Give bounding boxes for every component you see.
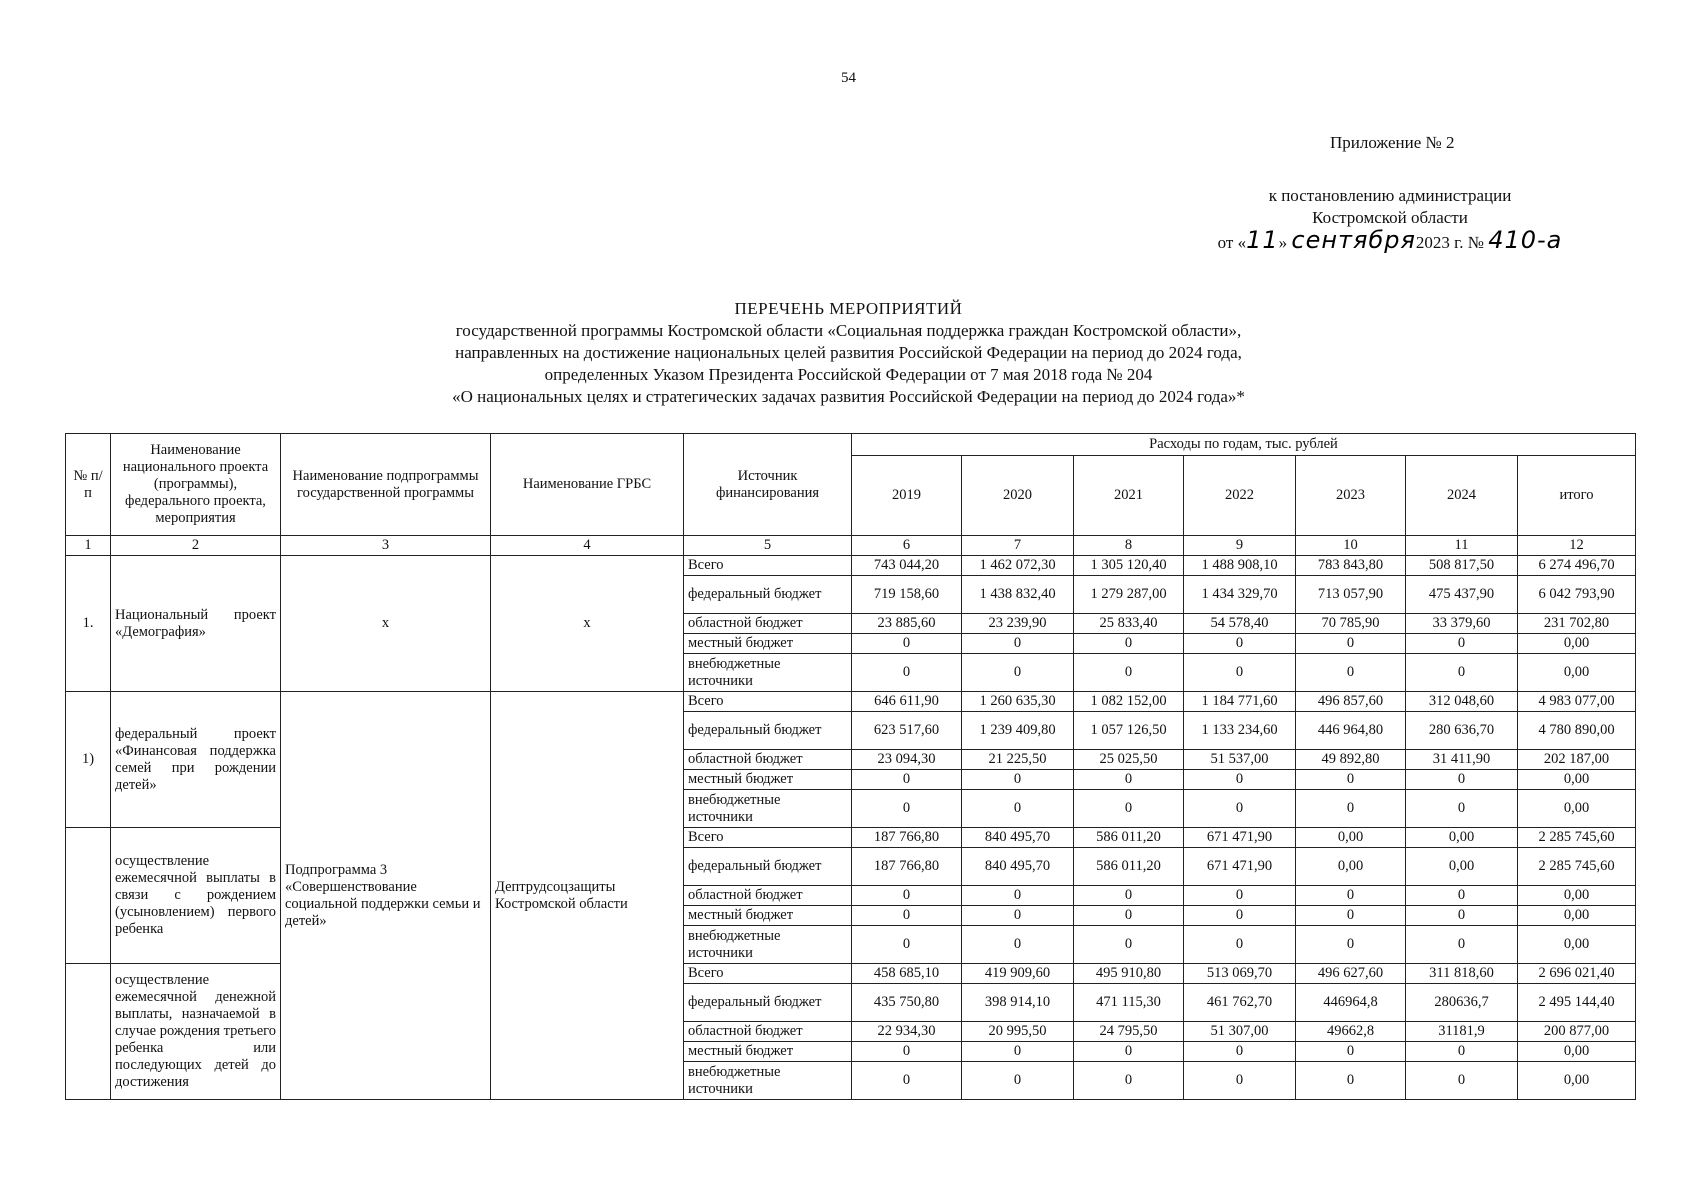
- funding-source: областной бюджет: [684, 750, 852, 770]
- expense-value: 496 627,60: [1296, 964, 1406, 984]
- total-value: 0,00: [1518, 790, 1636, 828]
- expense-value: 458 685,10: [852, 964, 962, 984]
- header-year: 2019: [852, 456, 962, 536]
- expense-value: 51 537,00: [1184, 750, 1296, 770]
- column-number: 8: [1074, 536, 1184, 556]
- date-prefix: от «: [1217, 233, 1247, 252]
- expense-value: 671 471,90: [1184, 848, 1296, 886]
- resolution-line-1: к постановлению администрации: [1268, 186, 1512, 205]
- title-heading: ПЕРЕЧЕНЬ МЕРОПРИЯТИЙ: [734, 299, 963, 318]
- expense-value: 783 843,80: [1296, 556, 1406, 576]
- expense-value: 0: [962, 1062, 1074, 1100]
- expense-value: 0: [1184, 926, 1296, 964]
- expense-value: 671 471,90: [1184, 828, 1296, 848]
- expense-value: 0: [1184, 906, 1296, 926]
- grbs-name: х: [491, 556, 684, 692]
- date-year: 2023 г. №: [1415, 233, 1489, 252]
- expense-value: 0: [1296, 634, 1406, 654]
- expense-value: 0: [852, 634, 962, 654]
- expense-value: 0: [1406, 634, 1518, 654]
- project-name: федеральный проект «Финансовая поддержка семей при рождении детей»: [111, 692, 281, 828]
- expense-value: 49 892,80: [1296, 750, 1406, 770]
- column-number: 9: [1184, 536, 1296, 556]
- expense-value: 0: [1074, 634, 1184, 654]
- total-value: 0,00: [1518, 906, 1636, 926]
- expense-value: 646 611,90: [852, 692, 962, 712]
- expense-value: 312 048,60: [1406, 692, 1518, 712]
- row-number: [66, 828, 111, 964]
- expense-value: 586 011,20: [1074, 828, 1184, 848]
- funding-source: внебюджетные источники: [684, 1062, 852, 1100]
- expense-value: 0: [1184, 634, 1296, 654]
- funding-source: местный бюджет: [684, 634, 852, 654]
- expense-value: 0: [1296, 654, 1406, 692]
- funding-source: федеральный бюджет: [684, 712, 852, 750]
- appendix-label: Приложение № 2: [1330, 133, 1455, 152]
- expense-value: 475 437,90: [1406, 576, 1518, 614]
- measures-table: [65, 433, 1636, 1100]
- handwritten-day: 11: [1246, 226, 1279, 254]
- expense-value: 0: [962, 790, 1074, 828]
- resolution-reference: [1190, 185, 1590, 254]
- expense-value: 0,00: [1296, 848, 1406, 886]
- expense-value: 0: [962, 1042, 1074, 1062]
- expense-value: 24 795,50: [1074, 1022, 1184, 1042]
- expense-value: 713 057,90: [1296, 576, 1406, 614]
- table-row: [66, 692, 1636, 712]
- expense-value: 840 495,70: [962, 848, 1074, 886]
- expense-value: 1 260 635,30: [962, 692, 1074, 712]
- expense-value: 49662,8: [1296, 1022, 1406, 1042]
- funding-source: внебюджетные источники: [684, 790, 852, 828]
- column-number: 3: [281, 536, 491, 556]
- title-line-3: определенных Указом Президента Российской Федерации от 7 мая 2018 года № 204: [544, 365, 1153, 384]
- header-subprogram: Наименование подпрограммы государственной программы: [281, 434, 491, 536]
- expense-value: 435 750,80: [852, 984, 962, 1022]
- expense-value: 0: [852, 790, 962, 828]
- expense-value: 0: [1406, 926, 1518, 964]
- expense-value: 0: [1184, 654, 1296, 692]
- total-value: 0,00: [1518, 634, 1636, 654]
- funding-source: областной бюджет: [684, 1022, 852, 1042]
- row-number: 1): [66, 692, 111, 828]
- expense-value: 0: [962, 634, 1074, 654]
- expense-value: 446964,8: [1296, 984, 1406, 1022]
- column-number: 1: [66, 536, 111, 556]
- expense-value: 0,00: [1406, 848, 1518, 886]
- funding-source: внебюджетные источники: [684, 654, 852, 692]
- expense-value: 0: [1296, 926, 1406, 964]
- expense-value: 1 434 329,70: [1184, 576, 1296, 614]
- total-value: 2 696 021,40: [1518, 964, 1636, 984]
- expense-value: 23 094,30: [852, 750, 962, 770]
- funding-source: Всего: [684, 692, 852, 712]
- expense-value: 1 462 072,30: [962, 556, 1074, 576]
- grbs-name: Дептрудсоцзащиты Костромской области: [491, 692, 684, 1100]
- header-total: итого: [1518, 456, 1636, 536]
- funding-source: Всего: [684, 964, 852, 984]
- total-value: 0,00: [1518, 654, 1636, 692]
- total-value: 2 285 745,60: [1518, 848, 1636, 886]
- page-number: 54: [841, 70, 856, 86]
- expense-value: 1 279 287,00: [1074, 576, 1184, 614]
- expense-value: 187 766,80: [852, 848, 962, 886]
- expense-value: 25 833,40: [1074, 614, 1184, 634]
- expense-value: 0: [962, 886, 1074, 906]
- header-project: Наименование национального проекта (программы), федерального проекта, мероприятия: [111, 434, 281, 536]
- expense-value: 1 057 126,50: [1074, 712, 1184, 750]
- header-year: 2020: [962, 456, 1074, 536]
- expense-value: 0: [1406, 906, 1518, 926]
- expense-value: 0: [852, 770, 962, 790]
- total-value: 6 042 793,90: [1518, 576, 1636, 614]
- project-name: осуществление ежемесячной денежной выплаты, назначаемой в случае рождения третьего ребенка или последующих детей до достижения: [111, 964, 281, 1100]
- funding-source: внебюджетные источники: [684, 926, 852, 964]
- expense-value: 51 307,00: [1184, 1022, 1296, 1042]
- expense-value: 496 857,60: [1296, 692, 1406, 712]
- total-value: 200 877,00: [1518, 1022, 1636, 1042]
- expense-value: 0: [1184, 790, 1296, 828]
- total-value: 2 495 144,40: [1518, 984, 1636, 1022]
- funding-source: Всего: [684, 828, 852, 848]
- expense-value: 419 909,60: [962, 964, 1074, 984]
- title-line-2: направленных на достижение национальных целей развития Российской Федерации на период до 2024 года,: [455, 343, 1242, 362]
- header-num: № п/п: [66, 434, 111, 536]
- expense-value: 33 379,60: [1406, 614, 1518, 634]
- funding-source: местный бюджет: [684, 1042, 852, 1062]
- resolution-line-2: Костромской области: [1312, 208, 1468, 227]
- expense-value: 0: [962, 654, 1074, 692]
- expense-value: 23 885,60: [852, 614, 962, 634]
- title-line-1: государственной программы Костромской области «Социальная поддержка граждан Костромской области»,: [455, 321, 1242, 340]
- expense-value: 31 411,90: [1406, 750, 1518, 770]
- expense-value: 22 934,30: [852, 1022, 962, 1042]
- expense-value: 0,00: [1406, 828, 1518, 848]
- expense-value: 0: [1184, 1042, 1296, 1062]
- subprogram-name: Подпрограмма 3 «Совершенствование социальной поддержки семьи и детей»: [281, 692, 491, 1100]
- expense-value: 0: [1406, 1062, 1518, 1100]
- expense-value: 471 115,30: [1074, 984, 1184, 1022]
- column-number: 12: [1518, 536, 1636, 556]
- expense-value: 0: [1074, 906, 1184, 926]
- expense-value: 0: [962, 770, 1074, 790]
- expense-value: 0: [1184, 1062, 1296, 1100]
- total-value: 0,00: [1518, 1062, 1636, 1100]
- expense-value: 0: [1296, 770, 1406, 790]
- project-name: осуществление ежемесячной выплаты в связи с рождением (усыновлением) первого ребенка: [111, 828, 281, 964]
- column-number: 2: [111, 536, 281, 556]
- expense-value: 0: [1074, 886, 1184, 906]
- expense-value: 0: [1074, 926, 1184, 964]
- total-value: 2 285 745,60: [1518, 828, 1636, 848]
- header-year: 2024: [1406, 456, 1518, 536]
- expense-value: 513 069,70: [1184, 964, 1296, 984]
- expense-value: 623 517,60: [852, 712, 962, 750]
- expense-value: 0: [1074, 790, 1184, 828]
- expense-value: 280 636,70: [1406, 712, 1518, 750]
- expense-value: 280636,7: [1406, 984, 1518, 1022]
- header-year: 2022: [1184, 456, 1296, 536]
- header-grbs: Наименование ГРБС: [491, 434, 684, 536]
- funding-source: областной бюджет: [684, 886, 852, 906]
- row-number: 1.: [66, 556, 111, 692]
- expense-value: 0: [852, 886, 962, 906]
- date-mid: »: [1278, 233, 1292, 252]
- expense-value: 1 082 152,00: [1074, 692, 1184, 712]
- column-number: 11: [1406, 536, 1518, 556]
- expense-value: 0: [1296, 886, 1406, 906]
- resolution-date-line: [1190, 226, 1590, 254]
- expense-value: 0: [1296, 906, 1406, 926]
- total-value: 4 983 077,00: [1518, 692, 1636, 712]
- handwritten-month: сентября: [1291, 226, 1416, 254]
- expense-value: 0: [852, 654, 962, 692]
- expense-value: 1 488 908,10: [1184, 556, 1296, 576]
- expense-value: 586 011,20: [1074, 848, 1184, 886]
- expense-value: 0: [1406, 770, 1518, 790]
- expense-value: 446 964,80: [1296, 712, 1406, 750]
- expense-value: 1 239 409,80: [962, 712, 1074, 750]
- expense-value: 0: [1406, 790, 1518, 828]
- expense-value: 0: [1296, 1042, 1406, 1062]
- expense-value: 0: [852, 926, 962, 964]
- funding-source: местный бюджет: [684, 906, 852, 926]
- handwritten-number: 410-а: [1488, 226, 1563, 254]
- document-title: [0, 298, 1697, 408]
- expense-value: 1 438 832,40: [962, 576, 1074, 614]
- expense-value: 461 762,70: [1184, 984, 1296, 1022]
- expense-value: 1 133 234,60: [1184, 712, 1296, 750]
- column-number: 7: [962, 536, 1074, 556]
- expense-value: 508 817,50: [1406, 556, 1518, 576]
- funding-source: областной бюджет: [684, 614, 852, 634]
- expense-value: 743 044,20: [852, 556, 962, 576]
- total-value: 0,00: [1518, 926, 1636, 964]
- expense-value: 398 914,10: [962, 984, 1074, 1022]
- row-number: [66, 964, 111, 1100]
- funding-source: Всего: [684, 556, 852, 576]
- total-value: 6 274 496,70: [1518, 556, 1636, 576]
- funding-source: федеральный бюджет: [684, 576, 852, 614]
- total-value: 231 702,80: [1518, 614, 1636, 634]
- expense-value: 0: [962, 926, 1074, 964]
- header-year: 2023: [1296, 456, 1406, 536]
- expense-value: 70 785,90: [1296, 614, 1406, 634]
- expense-value: 0: [1074, 654, 1184, 692]
- expense-value: 23 239,90: [962, 614, 1074, 634]
- expense-value: 0: [1074, 1042, 1184, 1062]
- expense-value: 840 495,70: [962, 828, 1074, 848]
- funding-source: федеральный бюджет: [684, 984, 852, 1022]
- expense-value: 187 766,80: [852, 828, 962, 848]
- expense-value: 0: [852, 906, 962, 926]
- expense-value: 31181,9: [1406, 1022, 1518, 1042]
- expense-value: 495 910,80: [1074, 964, 1184, 984]
- column-number: 5: [684, 536, 852, 556]
- expense-value: 25 025,50: [1074, 750, 1184, 770]
- expense-value: 0: [1184, 886, 1296, 906]
- project-name: Национальный проект «Демография»: [111, 556, 281, 692]
- title-line-4: «О национальных целях и стратегических задачах развития Российской Федерации на период до 2024 года»*: [452, 387, 1245, 406]
- expense-value: 0: [1074, 1062, 1184, 1100]
- funding-source: федеральный бюджет: [684, 848, 852, 886]
- total-value: 0,00: [1518, 1042, 1636, 1062]
- expense-value: 311 818,60: [1406, 964, 1518, 984]
- header-expenses: Расходы по годам, тыс. рублей: [852, 434, 1636, 456]
- table-body: [66, 556, 1636, 1100]
- funding-source: местный бюджет: [684, 770, 852, 790]
- expense-value: 0: [1406, 654, 1518, 692]
- expense-value: 1 305 120,40: [1074, 556, 1184, 576]
- expense-value: 0: [852, 1042, 962, 1062]
- expense-value: 0: [1074, 770, 1184, 790]
- expense-value: 0,00: [1296, 828, 1406, 848]
- header-year: 2021: [1074, 456, 1184, 536]
- column-number: 10: [1296, 536, 1406, 556]
- expense-value: 54 578,40: [1184, 614, 1296, 634]
- expense-value: 0: [1296, 1062, 1406, 1100]
- expense-value: 0: [1406, 886, 1518, 906]
- expense-value: 0: [852, 1062, 962, 1100]
- expense-value: 1 184 771,60: [1184, 692, 1296, 712]
- column-number: 4: [491, 536, 684, 556]
- total-value: 0,00: [1518, 886, 1636, 906]
- total-value: 202 187,00: [1518, 750, 1636, 770]
- column-number: 6: [852, 536, 962, 556]
- subprogram-name: х: [281, 556, 491, 692]
- expense-value: 0: [1406, 1042, 1518, 1062]
- total-value: 4 780 890,00: [1518, 712, 1636, 750]
- expense-value: 0: [1184, 770, 1296, 790]
- expense-value: 0: [962, 906, 1074, 926]
- expense-value: 20 995,50: [962, 1022, 1074, 1042]
- expense-value: 0: [1296, 790, 1406, 828]
- table-row: [66, 556, 1636, 576]
- expense-value: 719 158,60: [852, 576, 962, 614]
- expense-value: 21 225,50: [962, 750, 1074, 770]
- header-source: Источник финансирования: [684, 434, 852, 536]
- total-value: 0,00: [1518, 770, 1636, 790]
